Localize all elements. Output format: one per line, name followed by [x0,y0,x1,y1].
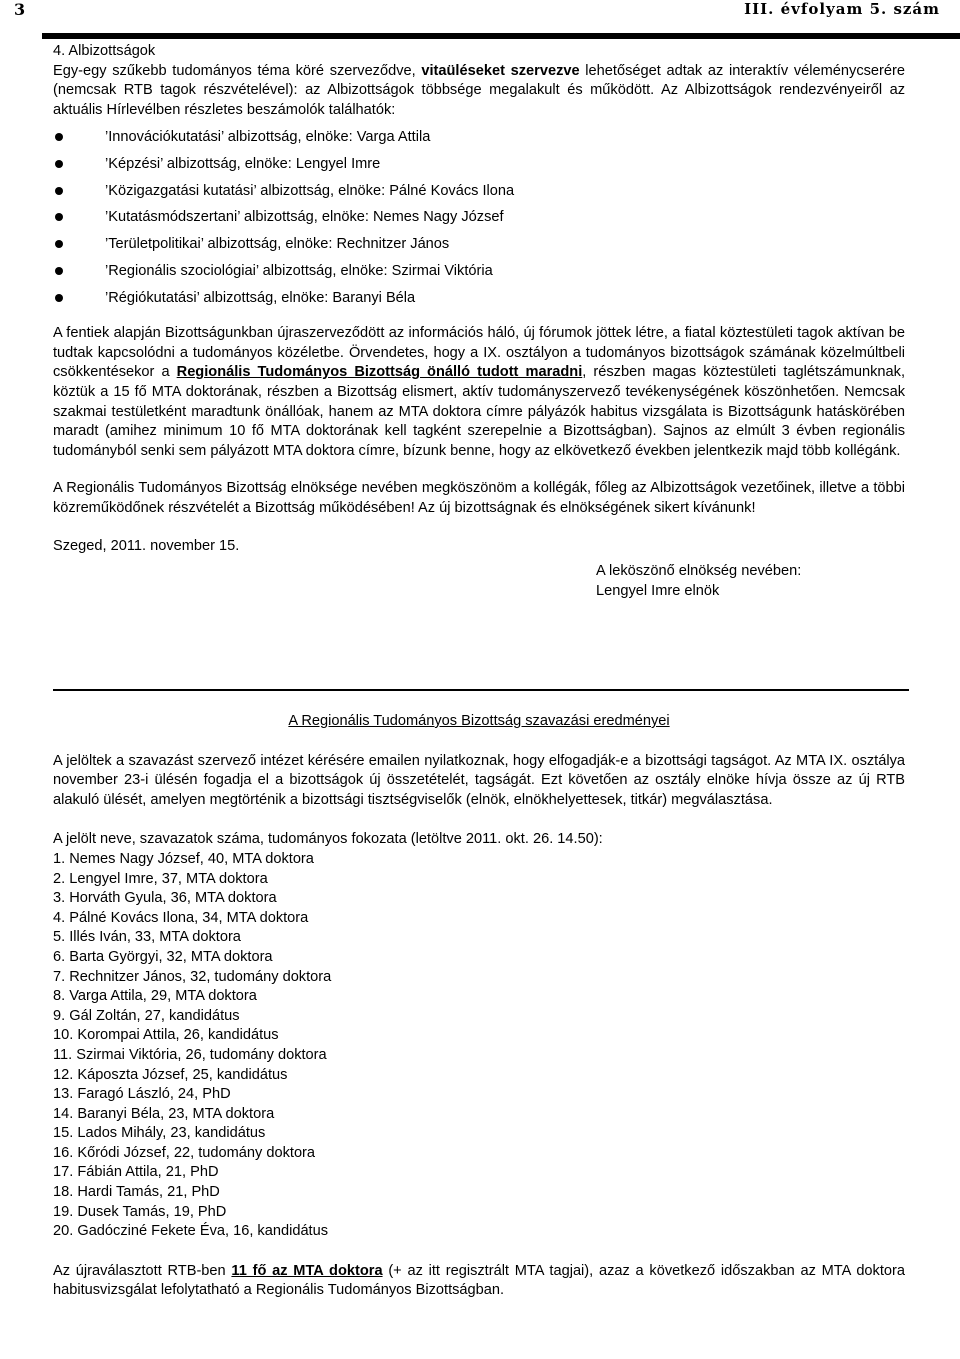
header-rule [42,33,960,39]
bullet-icon [55,267,63,275]
section-divider [53,689,909,691]
intro-paragraph: Egy-egy szűkebb tudományos téma köré szerveződve, vitaüléseket szervezve lehetőséget adtak az interaktív véleménycserére (nemcsak RTB tagok részvételével): az Albizottságok többsége megalakult és működött. Az Albizottságok rendezvényeiről az aktuális Hírlevélben részletes beszámolók találhatók: [53,62,905,118]
list-item: 3. Horváth Gyula, 36, MTA doktora [53,890,277,907]
bullet-icon [55,133,63,141]
journal-issue: III. évfolyam 5. szám [744,0,940,18]
list-item: ’Kutatásmódszertani’ albizottság, elnöke: Nemes Nagy József [53,204,905,231]
list-item: 13. Faragó László, 24, PhD [53,1086,231,1103]
list-item: 8. Varga Attila, 29, MTA doktora [53,988,257,1005]
page-header [0,0,960,40]
bullet-icon [55,213,63,221]
list-item: 7. Rechnitzer János, 32, tudomány doktora [53,968,332,985]
list-item: ’Regionális szociológiai’ albizottság, elnöke: Szirmai Viktória [53,258,905,285]
list-item: 12. Káposzta József, 25, kandidátus [53,1066,288,1083]
bullet-icon [55,294,63,302]
bullet-icon [55,160,63,168]
list-item: 1. Nemes Nagy József, 40, MTA doktora [53,850,314,867]
list-item: 6. Barta Györgyi, 32, MTA doktora [53,948,273,965]
list-item: 19. Dusek Tamás, 19, PhD [53,1203,227,1220]
list-item: ’Régiókutatási’ albizottság, elnöke: Baranyi Béla [53,285,905,312]
list-item: ’Közigazgatási kutatási’ albizottság, elnöke: Pálné Kovács Ilona [53,178,905,205]
results-title: A Regionális Tudományos Bizottság szavazási eredményei [288,713,670,729]
signature-block [596,562,905,601]
candidate-list [53,850,905,1242]
list-item: 10. Korompai Attila, 26, kandidátus [53,1027,279,1044]
intro-emphasis: vitaüléseket szervezve [421,62,580,79]
list-item: ’Képzési’ albizottság, elnöke: Lengyel Imre [53,151,905,178]
closing-paragraph: Az újraválasztott RTB-ben 11 fő az MTA doktora (+ az itt regisztrált MTA tagjai), azaz a következő időszakban az MTA doktora habitusvizsgálat lefolytatható a Regionális Tudományos Bizottságban. [53,1262,905,1299]
list-item: 14. Baranyi Béla, 23, MTA doktora [53,1105,275,1122]
bullet-icon [55,240,63,248]
candidate-list-intro: A jelölt neve, szavazatok száma, tudományos fokozata (letöltve 2011. okt. 26. 14.50): [53,831,603,848]
list-item: 2. Lengyel Imre, 37, MTA doktora [53,870,268,887]
summary-emphasis: Regionális Tudományos Bizottság önálló tudott maradni [176,364,583,381]
date-line: Szeged, 2011. november 15. [53,537,240,554]
closing-emphasis: 11 fő az MTA doktora [231,1262,383,1279]
list-item: 17. Fábián Attila, 21, PhD [53,1164,219,1181]
list-item: 18. Hardi Tamás, 21, PhD [53,1184,220,1201]
committee-list [53,124,905,311]
signature-name: Lengyel Imre elnök [596,582,720,599]
list-item: 16. Kőródi József, 22, tudomány doktora [53,1144,316,1161]
section-albizottsagok [53,42,905,601]
thanks-paragraph: A Regionális Tudományos Bizottság elnöksége nevében megköszönöm a kollégák, főleg az Albizottságok vezetőinek, illetve a többi közreműködőnek részvételét a Bizottság működésében! Az új bizottságnak és elnökségének sikert kívánunk! [53,480,905,516]
bullet-icon [55,187,63,195]
list-item: 5. Illés Iván, 33, MTA doktora [53,929,241,946]
list-item: 15. Lados Mihály, 23, kandidátus [53,1125,266,1142]
list-item: 4. Pálné Kovács Ilona, 34, MTA doktora [53,909,309,926]
signature-line: A leköszönő elnökség nevében: [596,563,802,580]
list-item: 11. Szirmai Viktória, 26, tudomány doktora [53,1046,327,1063]
list-item: 20. Gadócziné Fekete Éva, 16, kandidátus [53,1223,329,1240]
section-title: 4. Albizottságok [53,43,156,59]
results-paragraph: A jelöltek a szavazást szervező intézet kérésére emailen nyilatkoznak, hogy elfogadják-e a bizottsági tagságot. Az MTA IX. osztálya november 23-i ülésén fogadja el a bizottságok új összetételét, tagságát. Ezt követően az osztály elnöke hívja össze az új RTB alakuló ülését, amelyen megtörténik a bizottsági tisztségviselők (elnök, elnökhelyettesek, titkár) megválasztása. [53,752,905,808]
list-item: ’Innovációkutatási’ albizottság, elnöke: Varga Attila [53,124,905,151]
section-voting-results [53,712,905,1301]
list-item: ’Területpolitikai’ albizottság, elnöke: Rechnitzer János [53,231,905,258]
list-item: 9. Gál Zoltán, 27, kandidátus [53,1007,240,1024]
summary-paragraph: A fentiek alapján Bizottságunkban újraszerveződött az információs háló, új fórumok jöttek létre, a fiatal köztestületi tagok aktívan be tudtak kapcsolódni a tudományos közéletbe. Örvendetes, hogy a IX. osztályon a tudományos bizottságok számának közelmúltbeli csökkentésekor a Regionális Tudományos Bizottság önálló tudott maradni, részben magas köztestületi taglétszámunknak, köztük a 15 fő MTA doktorának, részben a Bizottság elismert, aktív tudományszervező tevékenységének köszönhetően. Nemcsak szakmai testületként maradtunk önállóak, hanem az MTA doktora címre pályázók habitus vizsgálata is Bizottságunk hatáskörében maradt (amihez minimum 10 fő MTA doktorának kell tagként szerepelnie a Bizottságban). Sajnos az elmúlt 3 évben regionális tudományból senki sem pályázott MTA doktora címre, bízunk benne, hogy az elkövetkező években jelentkezik majd több kollégánk. [53,325,905,459]
page-number: 3 [14,0,26,19]
